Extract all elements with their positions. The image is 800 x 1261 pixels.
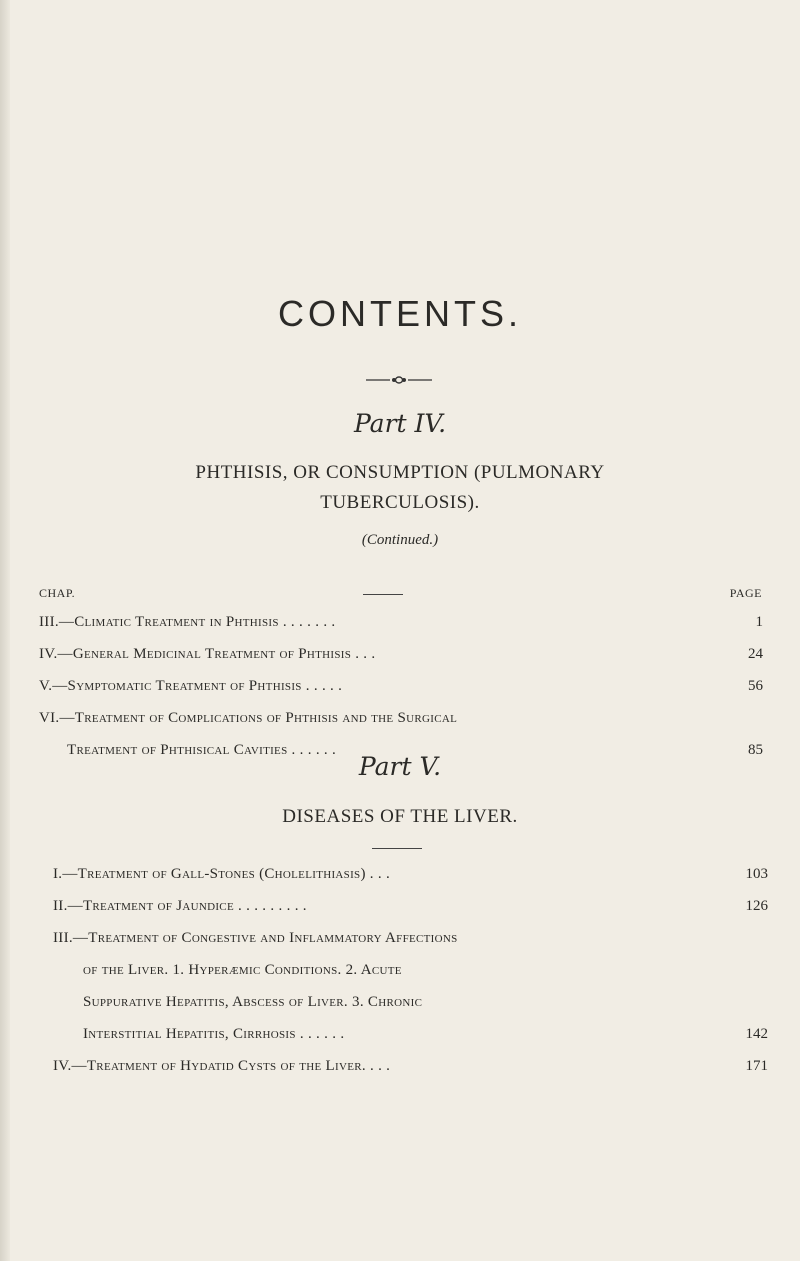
toc-page-number: 1 xyxy=(755,614,763,630)
toc-entry-continuation[interactable]: Treatment of Phthisical Cavities . . . . . . xyxy=(67,742,337,758)
page-column-label: PAGE xyxy=(729,586,762,600)
toc-page-number: 103 xyxy=(745,866,768,882)
ornament-divider xyxy=(366,374,432,386)
toc-entry[interactable]: VI.—Treatment of Complications of Phthisis and the Surgical xyxy=(39,710,458,726)
part-5-label: Part V. xyxy=(358,752,442,781)
part-4-title-line-1: PHTHISIS, OR CONSUMPTION (PULMONARY xyxy=(195,462,605,483)
part-5-title: DISEASES OF THE LIVER. xyxy=(282,806,518,827)
part-4-label: Part IV. xyxy=(353,409,447,438)
toc-page-number: 142 xyxy=(745,1026,768,1042)
toc-entry-continuation[interactable]: Suppurative Hepatitis, Abscess of Liver. 3. Chronic xyxy=(83,994,423,1010)
continued-note: (Continued.) xyxy=(361,532,439,548)
toc-entry-continuation[interactable]: of the Liver. 1. Hyperæmic Conditions. 2. Acute xyxy=(83,962,402,978)
toc-page-number: 126 xyxy=(745,898,768,914)
page-edge-shadow xyxy=(0,0,10,1261)
part-5-rule xyxy=(372,848,422,849)
toc-entry[interactable]: IV.—General Medicinal Treatment of Phthisis . . . xyxy=(39,646,376,662)
toc-page-number: 171 xyxy=(745,1058,768,1074)
contents-heading: CONTENTS. xyxy=(277,293,522,334)
toc-entry[interactable]: I.—Treatment of Gall-Stones (Cholelithiasis) . . . xyxy=(53,866,391,882)
toc-page-number: 85 xyxy=(748,742,763,758)
toc-entry[interactable]: II.—Treatment of Jaundice . . . . . . . . . xyxy=(53,898,307,914)
toc-entry[interactable]: V.—Symptomatic Treatment of Phthisis . . . . . xyxy=(39,678,343,694)
chap-column-label: CHAP. xyxy=(39,586,76,600)
toc-entry[interactable]: III.—Climatic Treatment in Phthisis . . . . . . . xyxy=(39,614,336,630)
toc-page-number: 24 xyxy=(748,646,763,662)
header-rule xyxy=(363,594,403,595)
toc-entry[interactable]: IV.—Treatment of Hydatid Cysts of the Liver. . . . xyxy=(53,1058,391,1074)
part-4-title-line-2: TUBERCULOSIS). xyxy=(320,492,480,513)
toc-entry-continuation[interactable]: Interstitial Hepatitis, Cirrhosis . . . . . . xyxy=(83,1026,345,1042)
toc-page-number: 56 xyxy=(748,678,763,694)
toc-entry[interactable]: III.—Treatment of Congestive and Inflammatory Affections xyxy=(53,930,458,946)
